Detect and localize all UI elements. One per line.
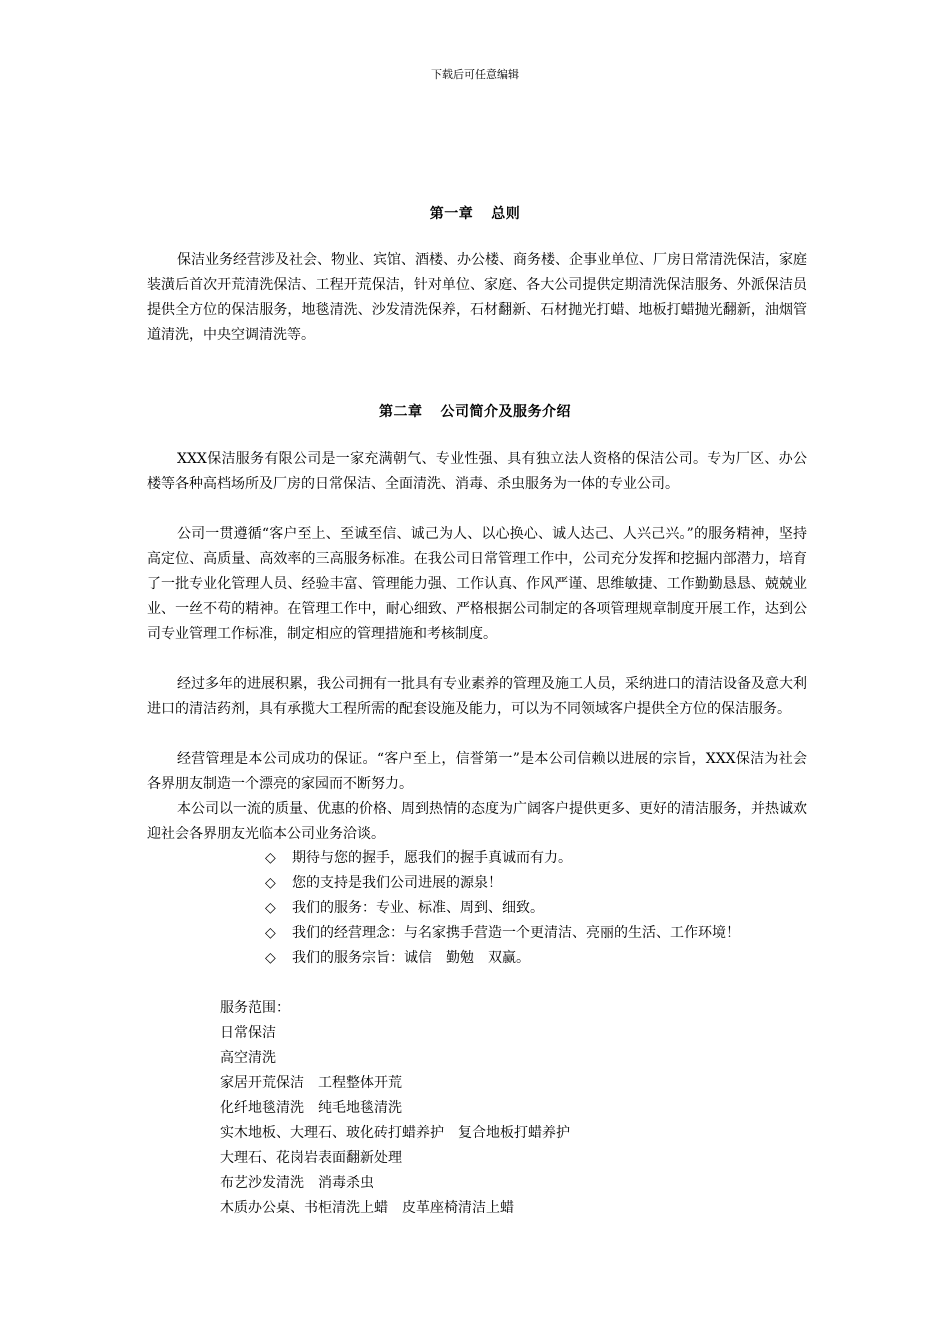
chapter2-paragraph-management: 经营管理是本公司成功的保证。“客户至上，信誉第一”是本公司信赖以进展的宗旨，XXX保洁为社会各界朋友制造一个漂亮的家园而不断努力。 — [147, 751, 807, 792]
chapter2-paragraph-experience: 经过多年的进展积累，我公司拥有一批具有专业素养的管理及施工人员，采纳进口的清洁设备及意大利进口的清洁药剂，具有承揽大工程所需的配套设施及能力，可以为不同领域客户提供全方位的保洁服务。 — [147, 676, 807, 717]
chapter1-title: 总则 — [491, 206, 521, 222]
service-scope-item: 布艺沙发清洗 消毒杀虫 — [220, 1175, 374, 1191]
diamond-bullet-icon: ◇ — [265, 900, 276, 916]
slogan-item: ◇ 我们的服务宗旨：诚信 勤勉 双赢。 — [265, 946, 810, 971]
service-scope-item: 实木地板、大理石、玻化砖打蜡养护 复合地板打蜡养护 — [220, 1125, 570, 1141]
chapter2-heading — [0, 401, 950, 421]
chapter1-number: 第一章 — [429, 206, 474, 222]
slogan-item: ◇ 我们的经营理念：与名家携手营造一个更清洁、亮丽的生活、工作环境！ — [265, 921, 810, 946]
chapter2-paragraph-welcome: 本公司以一流的质量、优惠的价格、周到热情的态度为广阔客户提供更多、更好的清洁服务，并热诚欢迎社会各界朋友光临本公司业务洽谈。 — [147, 801, 807, 842]
service-scope-item: 日常保洁 — [220, 1025, 276, 1041]
service-scope-item: 木质办公桌、书柜清洗上蜡 皮革座椅清洁上蜡 — [220, 1200, 514, 1216]
chapter2-title: 公司简介及服务介绍 — [440, 404, 571, 420]
diamond-bullet-icon: ◇ — [265, 875, 276, 891]
slogan-item: ◇ 期待与您的握手，愿我们的握手真诚而有力。 — [265, 846, 810, 871]
chapter2-paragraph-spirit: 公司一贯遵循“客户至上、至诚至信、诚己为人、以心换心、诚人达己、人兴己兴。”的服务精神，坚持高定位、高质量、高效率的三高服务标准。在我公司日常管理工作中，公司充分发挥和挖掘内部潜力，培育了一批专业化管理人员、经验丰富、管理能力强、工作认真、作风严谨、思维敏捷、工作勤勤恳恳、兢兢业业、一丝不苟的精神。在管理工作中，耐心细致、严格根据公司制定的各项管理规章制度开展工作，达到公司专业管理工作标准，制定相应的管理措施和考核制度。 — [147, 526, 807, 642]
chapter2-paragraph-intro: XXX保洁服务有限公司是一家充满朝气、专业性强、具有独立法人资格的保洁公司。专为厂区、办公楼等各种高档场所及厂房的日常保洁、全面清洗、消毒、杀虫服务为一体的专业公司。 — [147, 451, 807, 492]
service-scope-item: 家居开荒保洁 工程整体开荒 — [220, 1075, 402, 1091]
slogan-item: ◇ 我们的服务：专业、标准、周到、细致。 — [265, 896, 810, 921]
slogan-list — [265, 846, 810, 971]
page-header: 下载后可任意编辑 — [431, 68, 519, 81]
service-scope-item: 高空清洗 — [220, 1050, 276, 1066]
chapter1-paragraph: 保洁业务经营涉及社会、物业、宾馆、酒楼、办公楼、商务楼、企事业单位、厂房日常清洗保洁，家庭装潢后首次开荒清洗保洁、工程开荒保洁，针对单位、家庭、各大公司提供定期清洗保洁服务、外派保洁员提供全方位的保洁服务，地毯清洗、沙发清洗保养，石材翻新、石材抛光打蜡、地板打蜡抛光翻新，油烟管道清洗，中央空调清洗等。 — [147, 252, 807, 343]
diamond-bullet-icon: ◇ — [265, 950, 276, 966]
diamond-bullet-icon: ◇ — [265, 925, 276, 941]
chapter1-heading — [0, 203, 950, 223]
chapter2-number: 第二章 — [379, 404, 423, 420]
service-scope-list — [220, 996, 570, 1221]
service-scope-title: 服务范围： — [220, 1000, 290, 1016]
service-scope-item: 大理石、花岗岩表面翻新处理 — [220, 1150, 402, 1166]
slogan-item: ◇ 您的支持是我们公司进展的源泉！ — [265, 871, 810, 896]
service-scope-item: 化纤地毯清洗 纯毛地毯清洗 — [220, 1100, 402, 1116]
diamond-bullet-icon: ◇ — [265, 850, 276, 866]
